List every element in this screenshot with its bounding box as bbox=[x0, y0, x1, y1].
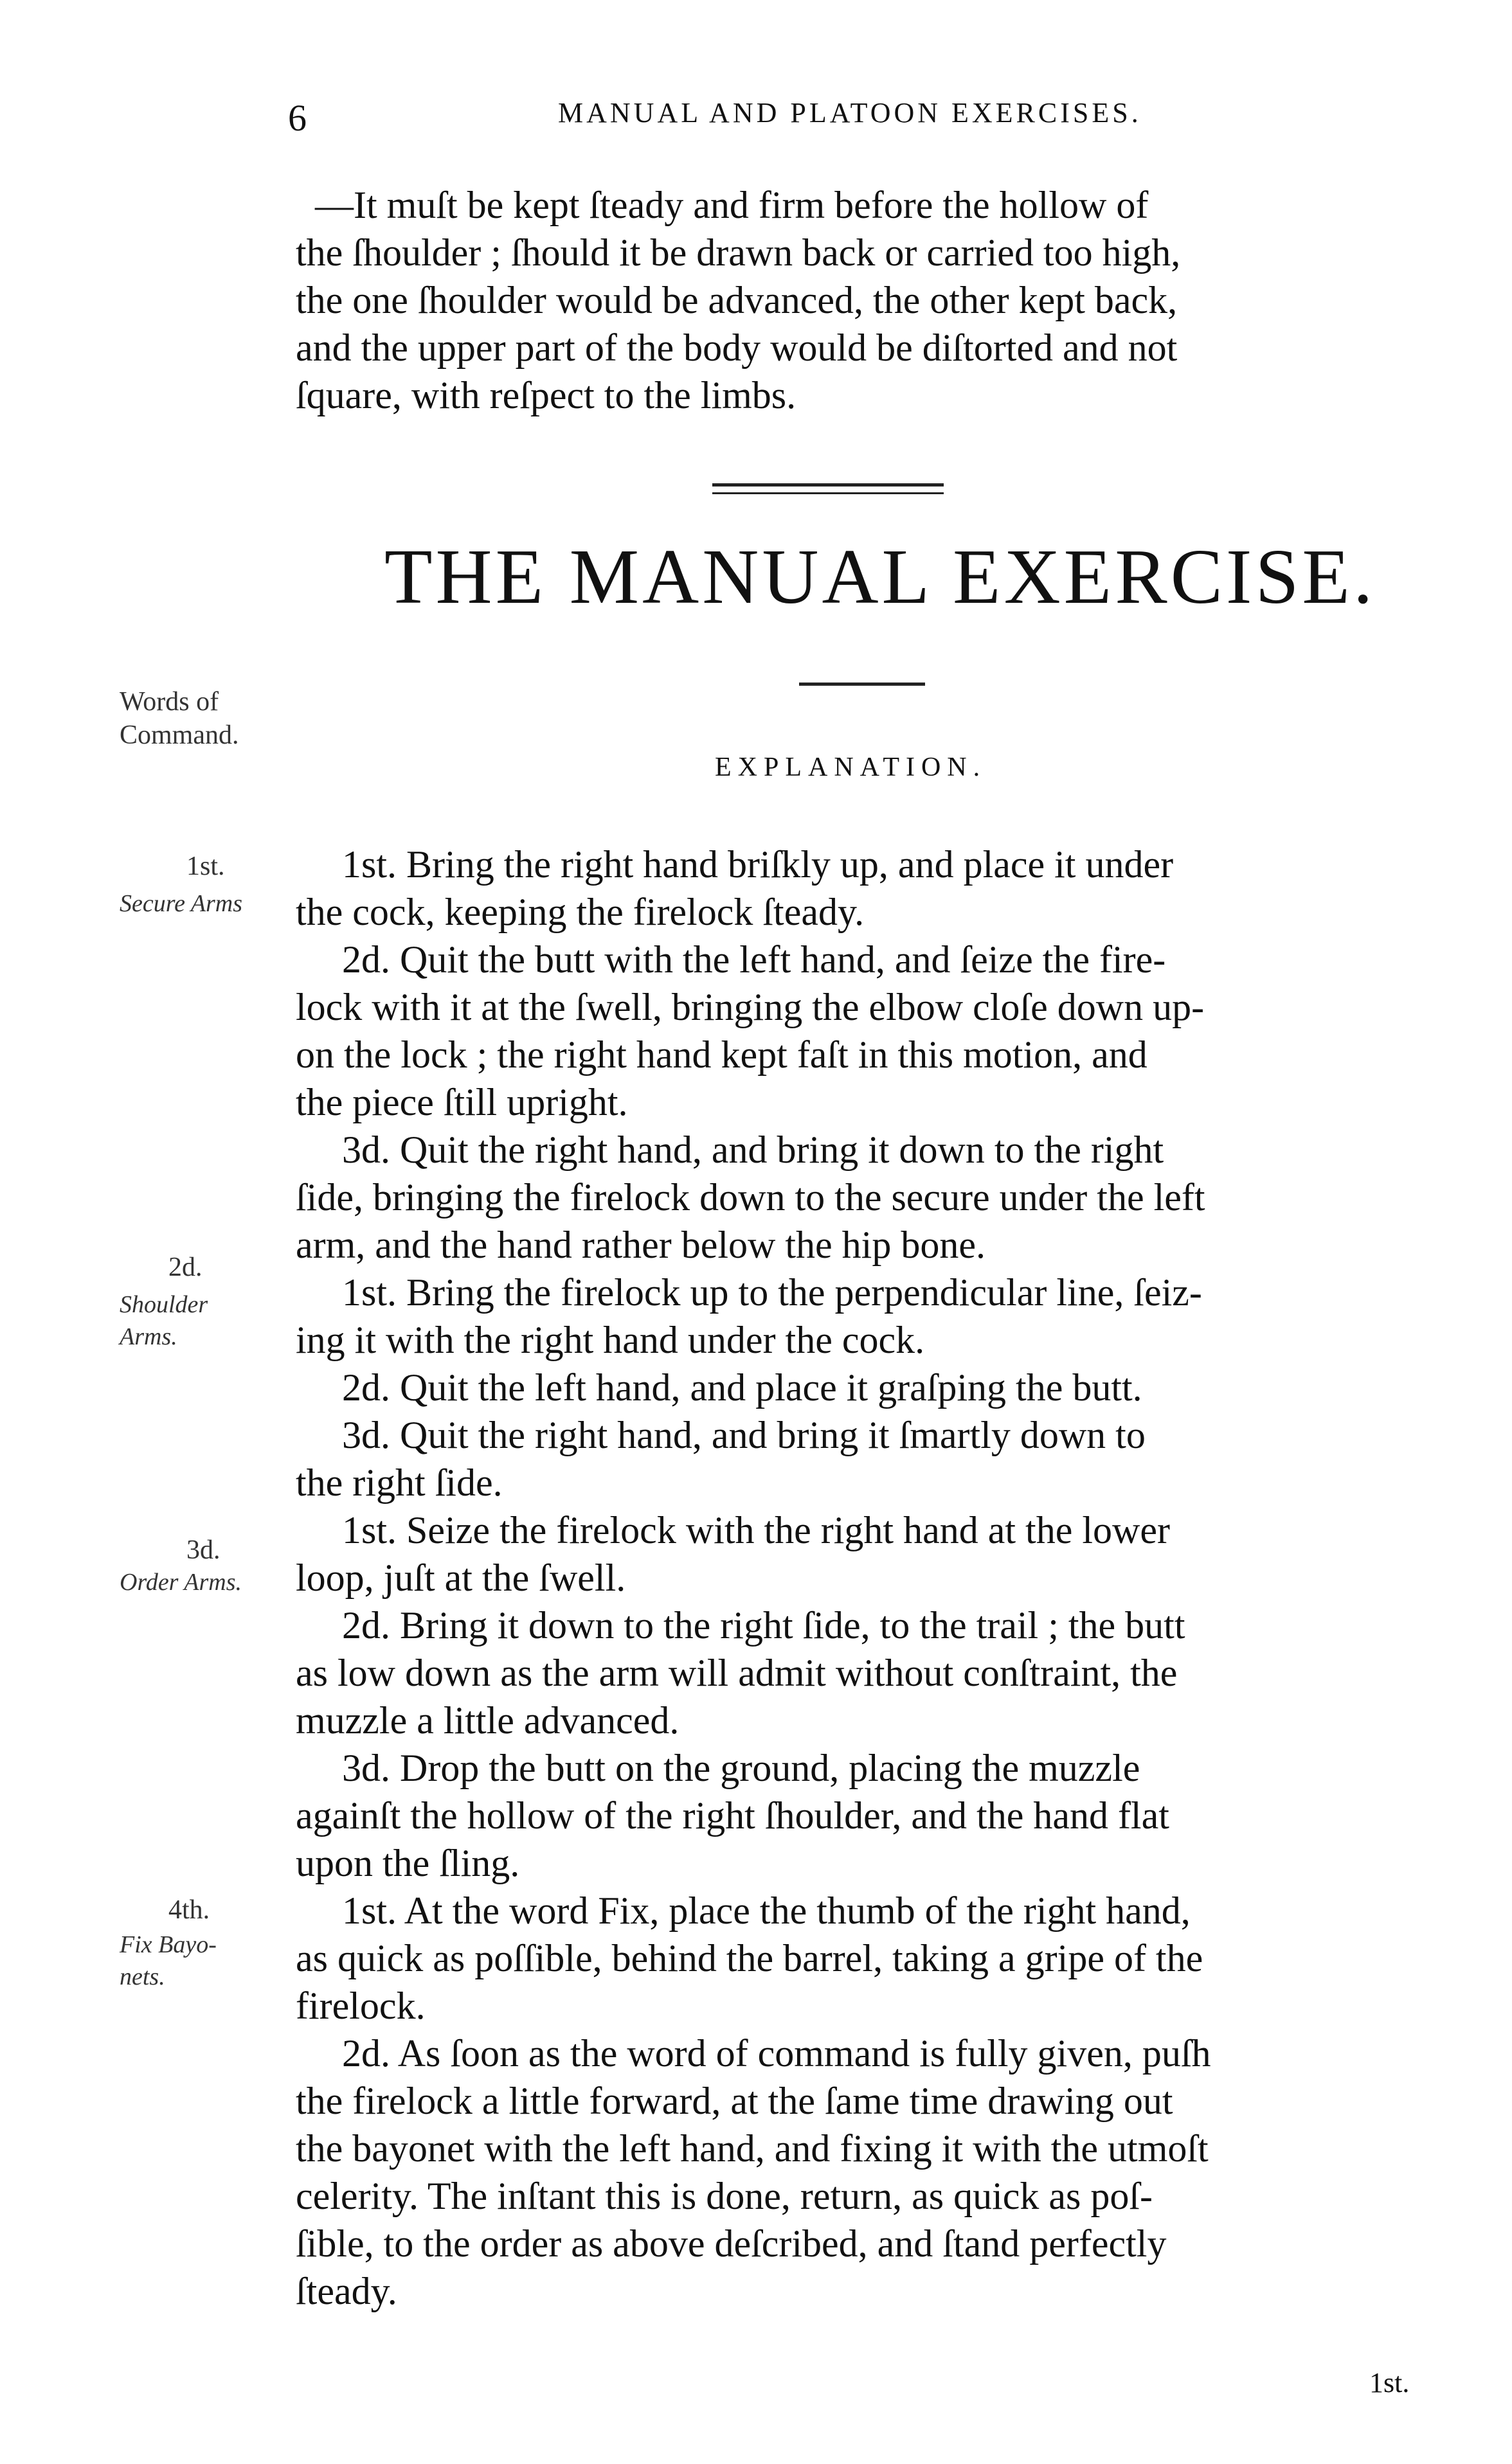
explanation-line: 2d. Quit the butt with the left hand, and ſeize the fire- bbox=[342, 938, 1166, 981]
explanation-line: as quick as poſſible, behind the barrel, taking a gripe of the bbox=[296, 1937, 1203, 1979]
explanation-line: arm, and the hand rather below the hip bone. bbox=[296, 1224, 986, 1266]
command-label: Order Arms. bbox=[120, 1569, 242, 1596]
explanation-line: 2d. Bring it down to the right ſide, to the trail ; the butt bbox=[342, 1604, 1185, 1647]
explanation-line: the right ſide. bbox=[296, 1461, 503, 1504]
explanation-line: muzzle a little advanced. bbox=[296, 1699, 680, 1742]
margin-heading-line-2: Command. bbox=[120, 720, 239, 750]
explanation-line: celerity. The inſtant this is done, return, as quick as poſ- bbox=[296, 2175, 1153, 2217]
explanation-line: ing it with the right hand under the cock. bbox=[296, 1319, 925, 1361]
command-number: 3d. bbox=[186, 1535, 221, 1565]
explanation-line: on the lock ; the right hand kept faſt in this motion, and bbox=[296, 1033, 1148, 1076]
command-number: 4th. bbox=[168, 1895, 210, 1925]
explanation-line: 2d. Quit the left hand, and place it graſping the butt. bbox=[342, 1366, 1142, 1409]
explanation-line: firelock. bbox=[296, 1985, 426, 2027]
command-number: 2d. bbox=[168, 1253, 203, 1282]
subheading: EXPLANATION. bbox=[715, 753, 987, 782]
explanation-line: lock with it at the ſwell, bringing the elbow cloſe down up- bbox=[296, 986, 1205, 1028]
explanation-line: as low down as the arm will admit without conſtraint, the bbox=[296, 1652, 1178, 1694]
explanation-line: 1st. Seize the firelock with the right hand at the lower bbox=[342, 1509, 1170, 1551]
explanation-line: the bayonet with the left hand, and fixing it with the utmoſt bbox=[296, 2127, 1209, 2170]
catchword: 1st. bbox=[1369, 2367, 1410, 2398]
explanation-line: 1st. At the word Fix, place the thumb of the right hand, bbox=[342, 1889, 1191, 1932]
explanation-line: 1st. Bring the firelock up to the perpendicular line, ſeiz- bbox=[342, 1271, 1202, 1314]
command-number: 1st. bbox=[186, 852, 225, 881]
command-label: Fix Bayo- bbox=[120, 1931, 217, 1958]
double-rule-bottom bbox=[712, 492, 944, 494]
explanation-line: the firelock a little forward, at the ſame time drawing out bbox=[296, 2080, 1173, 2122]
explanation-line: ſide, bringing the firelock down to the secure under the left bbox=[296, 1176, 1205, 1219]
running-title: MANUAL AND PLATOON EXERCISES. bbox=[558, 97, 1142, 129]
double-rule-top bbox=[712, 483, 944, 487]
page-number: 6 bbox=[288, 97, 307, 139]
explanation-line: the piece ſtill upright. bbox=[296, 1081, 628, 1123]
section-title: THE MANUAL EXERCISE. bbox=[384, 533, 1376, 620]
explanation-line: upon the ſling. bbox=[296, 1842, 520, 1884]
explanation-line: the cock, keeping the firelock ſteady. bbox=[296, 891, 865, 933]
explanation-line: loop, juſt at the ſwell. bbox=[296, 1557, 626, 1599]
margin-heading-line-1: Words of bbox=[120, 687, 219, 717]
explanation-line: ſible, to the order as above deſcribed, and ſtand perfectly bbox=[296, 2222, 1167, 2265]
explanation-line: 1st. Bring the right hand briſkly up, and place it under bbox=[342, 843, 1174, 886]
command-label: Arms. bbox=[120, 1323, 177, 1350]
explanation-line: 2d. As ſoon as the word of command is fully given, puſh bbox=[342, 2032, 1211, 2075]
intro-line: and the upper part of the body would be diſtorted and not bbox=[296, 326, 1178, 369]
command-label: Shoulder bbox=[120, 1291, 208, 1318]
intro-line: ſquare, with reſpect to the limbs. bbox=[296, 374, 797, 416]
intro-line: —It muſt be kept ſteady and firm before the hollow of bbox=[315, 184, 1149, 226]
explanation-line: 3d. Drop the butt on the ground, placing the muzzle bbox=[342, 1747, 1140, 1789]
short-rule bbox=[799, 683, 925, 686]
explanation-line: 3d. Quit the right hand, and bring it ſmartly down to bbox=[342, 1414, 1146, 1456]
explanation-line: againſt the hollow of the right ſhoulder, and the hand flat bbox=[296, 1794, 1169, 1837]
intro-line: the one ſhoulder would be advanced, the other kept back, bbox=[296, 279, 1178, 321]
intro-line: the ſhoulder ; ſhould it be drawn back or carried too high, bbox=[296, 231, 1181, 274]
explanation-line: 3d. Quit the right hand, and bring it down to the right bbox=[342, 1129, 1164, 1171]
explanation-line: ſteady. bbox=[296, 2270, 397, 2312]
command-label: Secure Arms bbox=[120, 890, 243, 917]
command-label: nets. bbox=[120, 1963, 165, 1990]
